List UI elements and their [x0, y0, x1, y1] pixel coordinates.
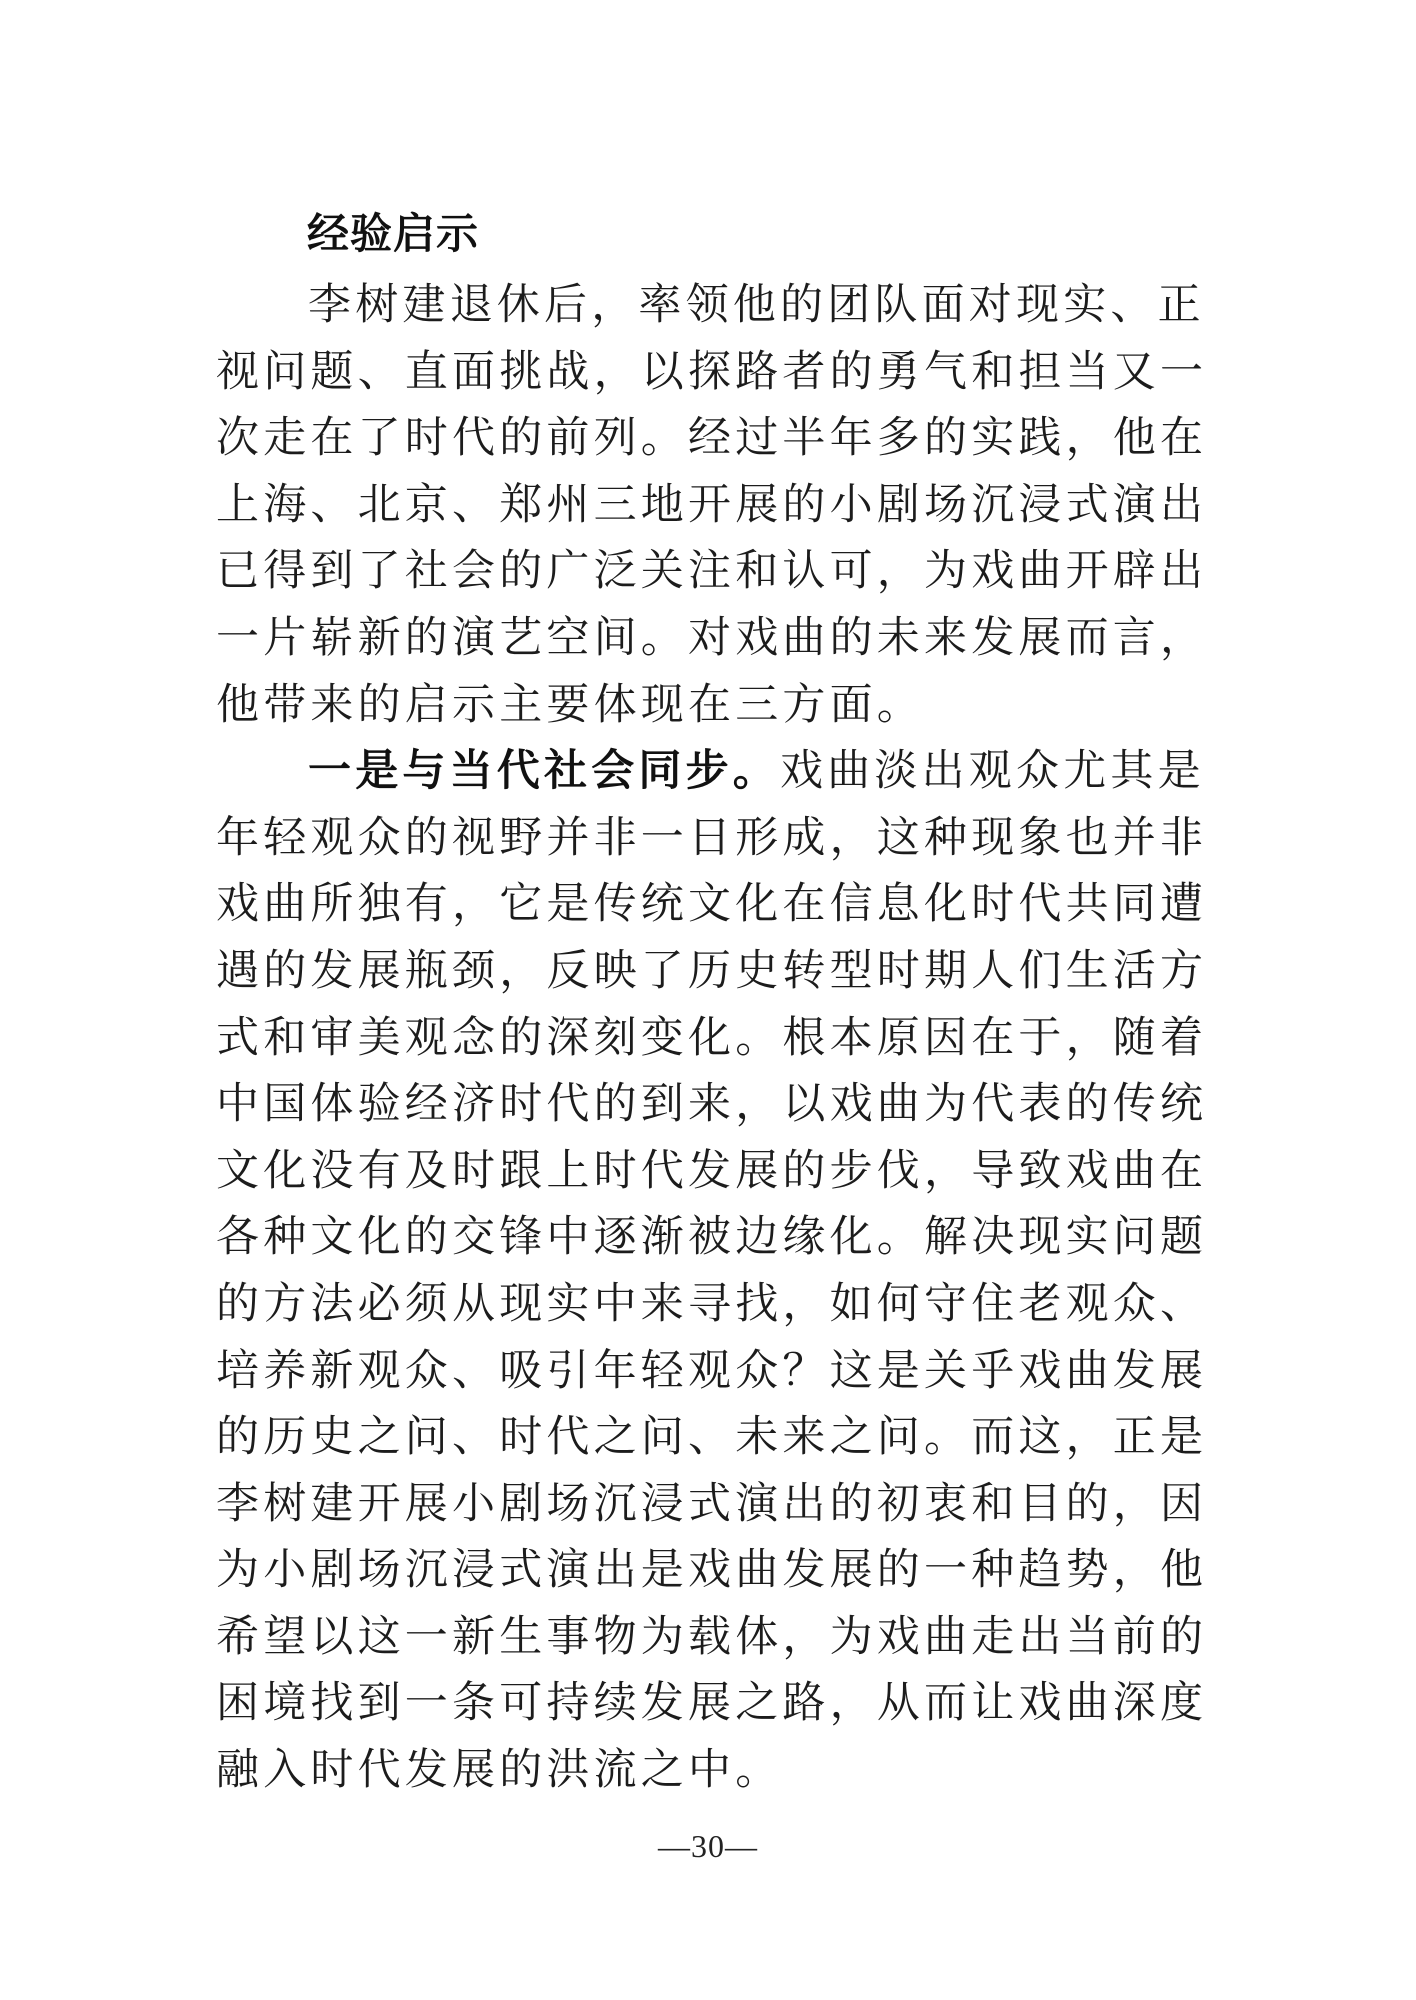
paragraph-2-line-1-text: 戏曲淡出观众尤其是: [780, 746, 1205, 797]
paragraph-2-line-15: 困境找到一条可持续发展之路，从而让戏曲深度: [216, 1678, 1208, 1729]
paragraph-1-line-6: 一片崭新的演艺空间。对戏曲的未来发展而言，: [216, 612, 1208, 663]
paragraph-2-line-6: 中国体验经济时代的到来，以戏曲为代表的传统: [216, 1079, 1208, 1130]
section-heading: 经验启示: [307, 209, 480, 258]
paragraph-2-line-12: 李树建开展小剧场沉浸式演出的初衷和目的，因: [216, 1478, 1208, 1529]
paragraph-2-line-1: [216, 738, 1216, 805]
paragraph-1-line-4: 上海、北京、郑州三地开展的小剧场沉浸式演出: [216, 479, 1208, 530]
paragraph-2-line-13: 为小剧场沉浸式演出是戏曲发展的一种趋势，他: [216, 1545, 1208, 1596]
page-number: —30—: [658, 1828, 758, 1864]
paragraph-1-line-1: 李树建退休后，率领他的团队面对现实、正: [308, 280, 1205, 330]
paragraph-2-line-3: 戏曲所独有，它是传统文化在信息化时代共同遭: [216, 879, 1208, 930]
paragraph-2-line-16: 融入时代发展的洪流之中。: [216, 1745, 783, 1796]
paragraph-1-line-5: 已得到了社会的广泛关注和认可，为戏曲开辟出: [216, 546, 1208, 597]
paragraph-1-line-3: 次走在了时代的前列。经过半年多的实践，他在: [216, 413, 1208, 464]
body-text: [216, 272, 1216, 1804]
paragraph-1-line-2: 视问题、直面挑战，以探路者的勇气和担当又一: [216, 346, 1208, 397]
paragraph-2-line-8: 各种文化的交锋中逐渐被边缘化。解决现实问题: [216, 1212, 1208, 1263]
paragraph-2-line-5: 式和审美观念的深刻变化。根本原因在于，随着: [216, 1012, 1208, 1063]
paragraph-2-line-14: 希望以这一新生事物为载体，为戏曲走出当前的: [216, 1611, 1208, 1662]
paragraph-2-line-7: 文化没有及时跟上时代发展的步伐，导致戏曲在: [216, 1145, 1208, 1196]
paragraph-2-line-11: 的历史之问、时代之问、未来之问。而这，正是: [216, 1412, 1208, 1463]
paragraph-2-line-10: 培养新观众、吸引年轻观众？这是关乎戏曲发展: [216, 1345, 1208, 1396]
paragraph-1-line-7: 他带来的启示主要体现在三方面。: [216, 679, 924, 730]
paragraph-2-line-4: 遇的发展瓶颈，反映了历史转型时期人们生活方: [216, 945, 1208, 996]
paragraph-2-line-9: 的方法必须从现实中来寻找，如何守住老观众、: [216, 1278, 1208, 1329]
paragraph-2-line-2: 年轻观众的视野并非一日形成，这种现象也并非: [216, 812, 1208, 863]
paragraph-2-lead-bold: 一是与当代社会同步。: [308, 746, 780, 797]
